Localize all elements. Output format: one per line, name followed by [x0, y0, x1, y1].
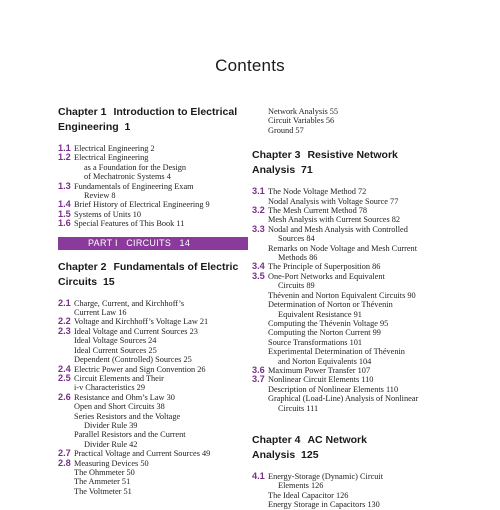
section-number: 2.8 — [58, 457, 71, 468]
part-page: 14 — [179, 237, 191, 248]
subsection-cont: Divider Rule 42 — [84, 439, 138, 449]
toc-entry[interactable] — [252, 187, 452, 206]
subsection: The Ammeter 51 — [74, 477, 131, 487]
toc-entry[interactable] — [252, 375, 452, 413]
toc-entry[interactable] — [58, 200, 248, 209]
subsection-cont: Circuits 111 — [278, 403, 319, 413]
section-number: 3.7 — [252, 374, 265, 385]
chapter-page: 1 — [124, 121, 131, 133]
subsection: Thévenin and Norton Equivalent Circuits 90 — [268, 290, 416, 300]
section-title: Nonlinear Circuit Elements 110 — [268, 375, 374, 385]
section-title: Electrical Engineering 2 — [74, 144, 155, 153]
section-number: 3.6 — [252, 364, 265, 375]
toc-entry[interactable] — [58, 210, 248, 219]
subsection: Parallel Resistors and the Current — [74, 430, 186, 440]
section-title: The Principle of Superposition 86 — [268, 262, 381, 272]
subsection: Series Resistors and the Voltage — [74, 411, 181, 421]
section-title: Voltage and Kirchhoff’s Voltage Law 21 — [74, 317, 209, 327]
toc-entry[interactable] — [252, 272, 452, 366]
subsection[interactable]: Circuit Variables 56 — [268, 116, 335, 126]
toc-entry[interactable] — [252, 366, 452, 375]
chapter-label: Chapter 4 — [252, 433, 301, 446]
section-number: 2.2 — [58, 316, 71, 327]
subsection: The Voltmeter 51 — [74, 486, 132, 496]
section-title: Circuit Elements and Their — [74, 373, 164, 383]
chapter-title-cont: Circuits — [58, 275, 98, 288]
chapter-title: Resistive Network — [307, 149, 398, 162]
section-title-cont: Current Law 16 — [74, 308, 127, 318]
part-label: PART I — [88, 237, 118, 248]
chapter-page: 71 — [301, 164, 313, 177]
chapter-title-cont: Analysis — [252, 164, 296, 177]
section-title: Maximum Power Transfer 107 — [268, 365, 371, 375]
section-title-cont: Elements 126 — [278, 481, 324, 491]
subsection: Nodal Analysis with Voltage Source 77 — [268, 196, 399, 206]
section-number: 1.2 — [58, 152, 71, 163]
chapter-title: Fundamentals of Electric — [113, 260, 239, 273]
section-number: 3.4 — [252, 261, 265, 272]
section-title: Special Features of This Book 11 — [74, 219, 185, 229]
toc-entry[interactable] — [58, 374, 248, 393]
subsection: Open and Short Circuits 38 — [74, 402, 165, 412]
page-title: Contents — [215, 56, 285, 75]
subsection: The Ideal Capacitor 126 — [268, 490, 349, 500]
chapter-label: Chapter 1 — [58, 106, 107, 118]
right-column — [252, 107, 452, 510]
section-title: The Mesh Current Method 78 — [268, 206, 368, 216]
section-title: Resistance and Ohm’s Law 30 — [74, 392, 175, 402]
part-banner[interactable] — [58, 237, 248, 250]
section-title: Charge, Current, and Kirchhoff’s — [74, 298, 185, 308]
chapter-4-heading[interactable] — [252, 433, 452, 463]
toc-entry[interactable] — [58, 449, 248, 458]
chapter-page: 125 — [301, 448, 319, 461]
section-number: 1.5 — [58, 208, 71, 219]
chapter-3-heading[interactable] — [252, 148, 452, 178]
chapter-title: Introduction to Electrical — [113, 106, 238, 118]
section-number: 2.7 — [58, 448, 71, 459]
subsection[interactable]: Network Analysis 55 — [268, 107, 339, 116]
toc-entry[interactable] — [252, 225, 452, 263]
toc-entry[interactable] — [58, 182, 248, 201]
section-title: Ideal Voltage and Current Sources 23 — [74, 326, 198, 336]
section-number: 3.2 — [252, 205, 265, 216]
section-title-cont: Sources 84 — [278, 234, 315, 244]
section-title: Systems of Units 10 — [74, 209, 142, 219]
section-title: Electric Power and Sign Convention 26 — [74, 364, 206, 374]
subsection: Remarks on Node Voltage and Mesh Current — [268, 243, 418, 253]
subsection: Description of Nonlinear Elements 110 — [268, 384, 399, 394]
section-title: Fundamentals of Engineering Exam — [74, 181, 194, 191]
section-title: Energy-Storage (Dynamic) Circuit — [268, 471, 384, 481]
section-title: Electrical Engineering — [74, 153, 149, 163]
subsection-cont: Methods 86 — [278, 253, 318, 263]
section-title-cont: as a Foundation for the Design — [84, 162, 187, 172]
section-title: One-Port Networks and Equivalent — [268, 271, 385, 281]
section-number: 1.1 — [58, 143, 71, 153]
toc-entry[interactable] — [58, 219, 248, 228]
section-number: 3.1 — [252, 186, 265, 197]
subsection: Energy Storage in Capacitors 130 — [268, 500, 380, 510]
toc-entry[interactable] — [58, 393, 248, 449]
section-title-cont: of Mechatronic Systems 4 — [84, 172, 171, 182]
subsection-cont: and Norton Equivalents 104 — [278, 356, 372, 366]
subsection: Computing the Norton Current 99 — [268, 328, 381, 338]
section-number: 4.1 — [252, 470, 265, 481]
section-number: 2.6 — [58, 391, 71, 402]
subsection: Ideal Voltage Sources 24 — [74, 336, 157, 346]
toc-entry[interactable] — [58, 144, 248, 153]
section-number: 2.1 — [58, 297, 71, 308]
subsection: Experimental Determination of Thévenin — [268, 347, 405, 357]
chapter-label: Chapter 2 — [58, 260, 107, 273]
section-number: 2.5 — [58, 372, 71, 383]
section-title: Measuring Devices 50 — [74, 458, 149, 468]
section-number: 2.3 — [58, 325, 71, 336]
toc-entry[interactable] — [252, 262, 452, 271]
section-title-cont: Circuits 89 — [278, 281, 315, 291]
section-number: 1.3 — [58, 180, 71, 191]
toc-entry[interactable] — [58, 153, 248, 181]
section-title: Brief History of Electrical Engineering 9 — [74, 200, 210, 210]
subsection: Source Transformations 101 — [268, 337, 363, 347]
toc-entry[interactable] — [58, 459, 248, 497]
left-column — [58, 105, 248, 496]
subsection: Dependent (Controlled) Sources 25 — [74, 355, 192, 365]
section-title: Nodal and Mesh Analysis with Controlled — [268, 224, 408, 234]
subsection: Determination of Norton or Thévenin — [268, 300, 393, 310]
toc-entry[interactable] — [58, 299, 248, 318]
section-title-cont: i-v Characteristics 29 — [74, 383, 145, 393]
chapter-2-heading[interactable] — [58, 260, 248, 290]
chapter-title-cont: Engineering — [58, 121, 119, 133]
subsection: Mesh Analysis with Current Sources 82 — [268, 215, 401, 225]
toc-entry[interactable] — [58, 327, 248, 365]
chapter-label: Chapter 3 — [252, 149, 301, 162]
section-title: Practical Voltage and Current Sources 49 — [74, 449, 211, 459]
section-number: 3.3 — [252, 223, 265, 234]
section-title: The Node Voltage Method 72 — [268, 187, 367, 197]
toc-entry[interactable] — [58, 317, 248, 326]
subsection[interactable]: Ground 57 — [268, 125, 304, 135]
toc-entry[interactable] — [58, 365, 248, 374]
subsection: Computing the Thévenin Voltage 95 — [268, 318, 389, 328]
subsection: Graphical (Load-Line) Analysis of Nonlinear — [268, 394, 419, 404]
chapter-title-cont: Analysis — [252, 448, 296, 461]
subsection: The Ohmmeter 50 — [74, 467, 135, 477]
part-title: CIRCUITS — [126, 237, 172, 248]
chapter-title: AC Network — [307, 433, 367, 446]
toc-entry[interactable] — [252, 472, 452, 510]
section-number: 2.4 — [58, 363, 71, 374]
subsection-cont: Divider Rule 39 — [84, 420, 138, 430]
subsection-cont: Equivalent Resistance 91 — [278, 309, 362, 319]
section-title-cont: Review 8 — [84, 191, 116, 201]
section-number: 1.6 — [58, 218, 71, 229]
subsection: Ideal Current Sources 25 — [74, 345, 157, 355]
chapter-1-heading[interactable] — [58, 105, 248, 135]
chapter-page: 15 — [102, 275, 115, 288]
toc-entry[interactable] — [252, 206, 452, 225]
section-number: 3.5 — [252, 270, 265, 281]
section-number: 1.4 — [58, 199, 71, 210]
